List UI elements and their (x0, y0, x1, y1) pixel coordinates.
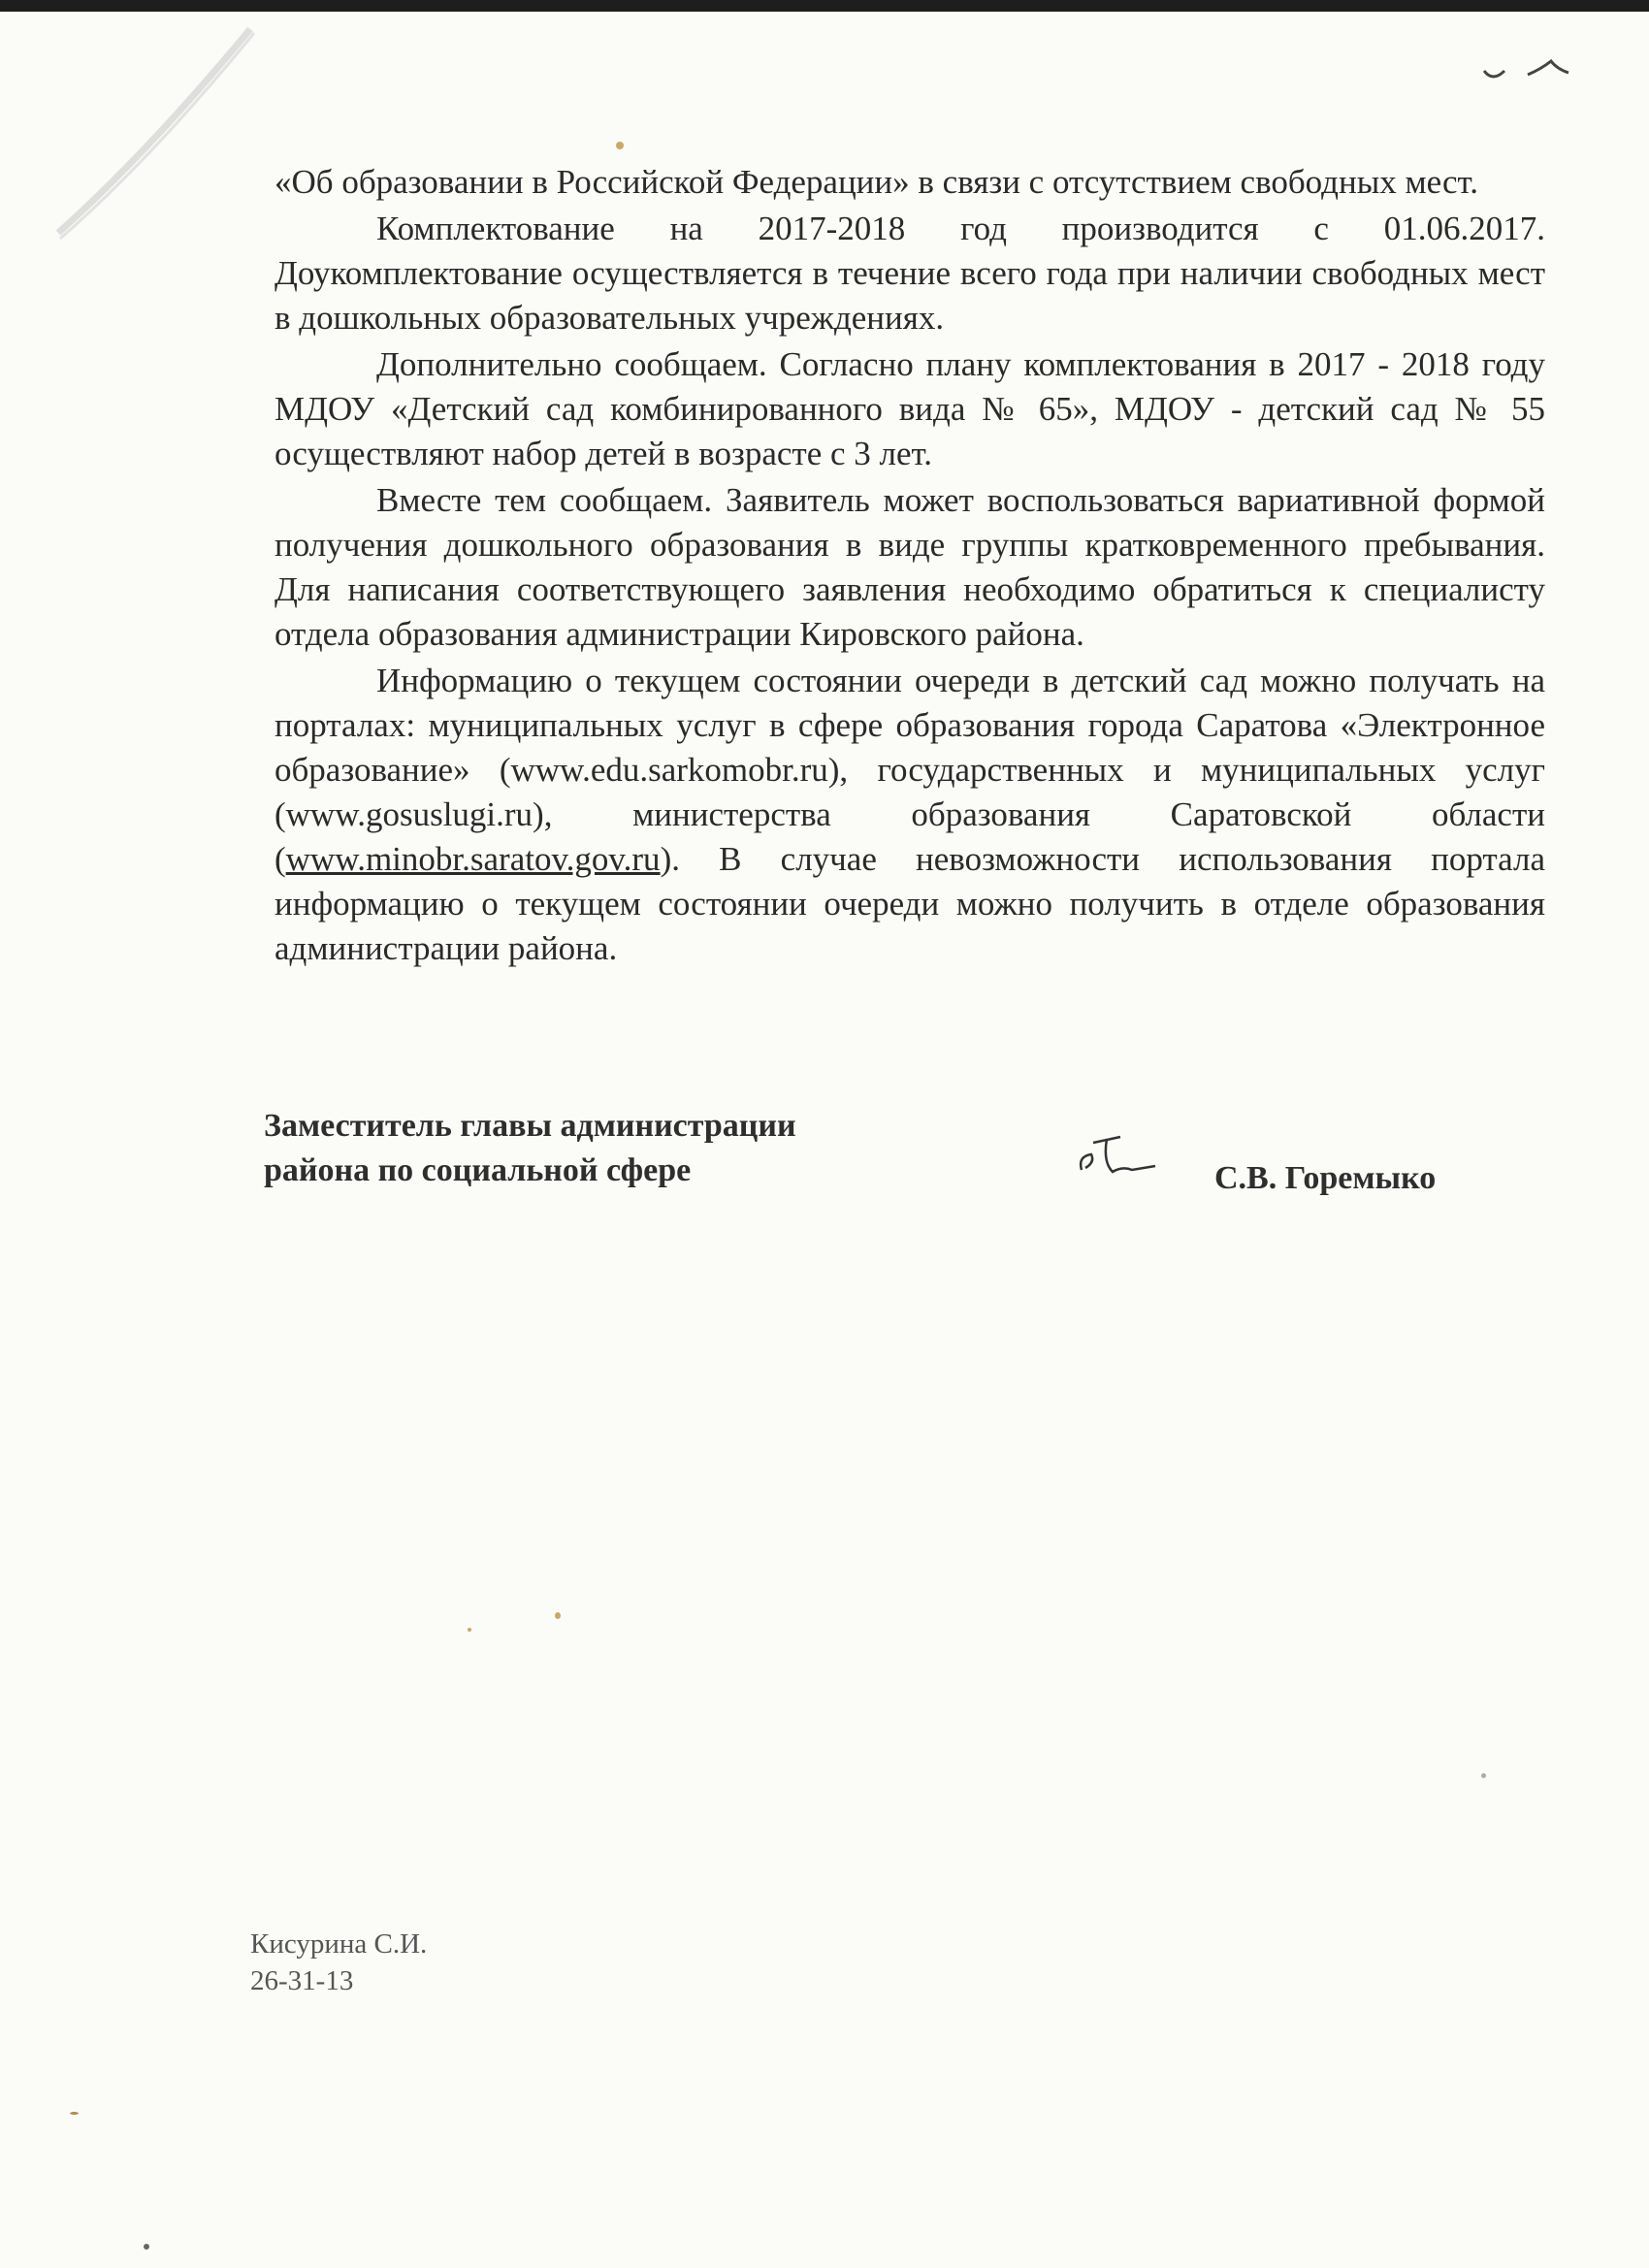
signatory-position (264, 1104, 796, 1193)
executor-name: Кисурина С.И. (250, 1928, 428, 1960)
paper-speck (616, 142, 624, 149)
paper-speck (1481, 1773, 1486, 1778)
signatory-name: С.В. Горемыко (1214, 1160, 1437, 1196)
signature-block (264, 1104, 1535, 1211)
paragraph-additional: Дополнительно сообщаем. Согласно плану комплектования в 2017 - 2018 году МДОУ «Детский сад комбинированного вида № 65», МДОУ - детский сад № 55 осуществляют набор детей в возрасте с 3 лет. (275, 345, 1545, 472)
paragraph-continuation: «Об образовании в Российской Федерации» в связи с отсутствием свободных мест. (275, 163, 1478, 201)
portals-text-after-link: ). В случае невозможности использования портала информацию о текущем состоянии очереди можно получить в отделе образования администрации района. (275, 840, 1545, 967)
executor-info (250, 1926, 427, 1999)
corner-handwritten-mark (1479, 53, 1571, 92)
paragraph-enrollment: Комплектование на 2017-2018 год производится с 01.06.2017. Доукомплектование осуществляется в течение всего года при наличии свободных мест в дошкольных образовательных учреждениях. (275, 210, 1545, 337)
portals-text-before-link: Информацию о текущем состоянии очереди в детский сад можно получать на порталах: муниципальных услуг в сфере образования города Саратова «Электронное образование» (www.edu.sarkomobr.ru), государственных и муниципальных услуг (www.gosuslugi.ru), министерства образования Саратовской области ( (275, 662, 1545, 878)
handwritten-signature (1074, 1123, 1161, 1191)
paper-speck (144, 2244, 149, 2250)
minobr-link[interactable]: www.minobr.saratov.gov.ru (285, 840, 661, 878)
signatory-position-line2: района по социальной сфере (264, 1152, 692, 1188)
paper-speck (468, 1628, 471, 1632)
paragraph-variative-form: Вместе тем сообщаем. Заявитель может воспользоваться вариативной формой получения дошкольного образования в виде группы кратковременного пребывания. Для написания соответствующего заявления необходимо обратиться к специалисту отдела образования администрации Кировского района. (275, 481, 1545, 653)
letter-body (275, 160, 1545, 971)
paragraph-portals (275, 659, 1545, 971)
executor-phone: 26-31-13 (250, 1965, 354, 1996)
signatory-position-line1: Заместитель главы администрации (264, 1108, 796, 1144)
paper-speck (555, 1612, 561, 1619)
paper-speck (70, 2112, 79, 2115)
